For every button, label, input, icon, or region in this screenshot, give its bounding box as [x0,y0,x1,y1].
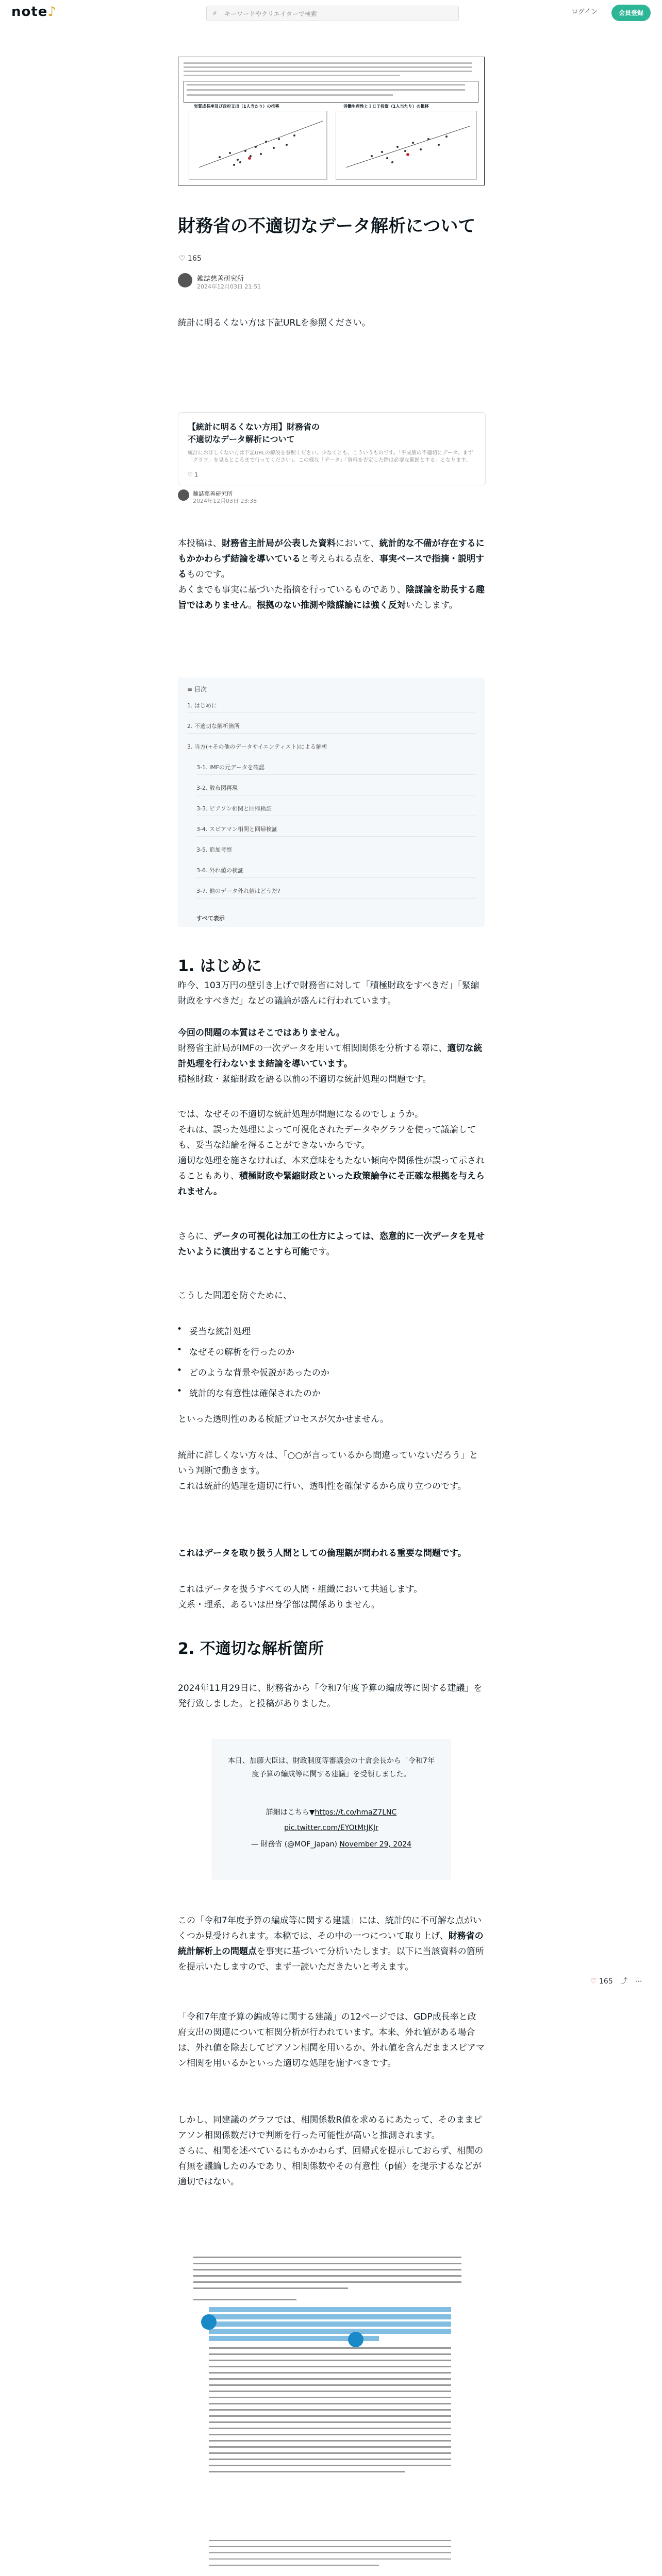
share-icon[interactable]: ⤴ [620,1977,628,1986]
section-heading-2: 2. 不適切な解析箇所 [178,1640,324,1658]
tweet-date-link[interactable]: November 29, 2024 [339,1840,412,1849]
s1-p9: これはデータを扱うすべての人間・組織において共通します。 文系・理系、あるいは出身学部は関係ありません。 [178,1584,423,1610]
highlight-marker [201,2314,217,2330]
search-icon: ⌕ [213,9,217,17]
tweet-text: 本日、加藤大臣は、財政制度等審議会の十倉会長から「令和7年度予算の編成等に関する建議」を受領しました。 [228,1757,435,1778]
toc-show-all[interactable]: すべて表示 [196,915,225,922]
s1-p3: では、なぜその不適切な統計処理が問題になるのでしょうか。 それは、誤った処理によって可視化されたデータやグラフを使って議論しても、妥当な結論を得ることができないからです。 適切な処理を施さなければ、本来意味をもたない傾向や関係性が誤って示されることもあり、積極財政や緊縮財政といった政策論争にそ正確な根拠を与えられません。 [178,1109,485,1197]
highlight-marker [348,2332,363,2347]
article-title: 財務省の不適切なデータ解析について [178,216,476,236]
top-bar [0,0,662,26]
toc-item[interactable]: 3-3. ピアソン相関と回帰検証 [196,804,476,816]
heart-icon: ♡ [179,255,186,263]
s1-p2: 今回の問題の本質はそこではありません。 財務省主計局がIMFの一次データを用いて相関関係を分析する際に、適切な統計処理を行わないまま結論を導いています。 積極財政・緊縮財政を語る以前の不適切な統計処理の問題です。 [178,1028,483,1084]
card-likes: ♡ 1 [188,471,198,478]
card-date: 2024年12月03日 23:38 [193,498,257,504]
s1-p8: これはデータを取り扱う人間としての倫理観が問われる重要な問題です。 [178,1548,467,1558]
table-of-contents [178,677,485,927]
left-scatter [189,111,328,180]
search-placeholder: キーワードやクリエイターで検索 [224,10,317,18]
s2-p4: しかし、同建議のグラフでは、相関係数R値を求めるにあたって、そのままピアソン相関係数だけで判断を行った可能性が高いと推測されます。 さらに、相関を述べているにもかかわらず、回帰式を提示しておらず、相関の有無を議論したのみであり、相関係数やその有意性（p値）を提示するなどが適切ではない。 [178,2115,484,2187]
card-title: 【統計に明るくない方用】財務省の不適切なデータ解析について [188,422,320,444]
tweet-link[interactable]: https://t.co/hmaZ7LNC [315,1808,397,1817]
toc-item[interactable]: 2. 不適切な解析箇所 [187,722,476,734]
toc-item[interactable]: 3-4. スピアマン相関と回帰検証 [196,825,476,837]
toc-item[interactable]: 3-2. 散布図再現 [196,784,476,795]
s2-p3: 「令和7年度予算の編成等に関する建議」の12ページでは、GDP成長率と政府支出の関連について相関分析が行われています。本来、外れ値がある場合は、外れ値を除去してピアソン相関を用いるか、外れ値を含んだままスピアマン相関を用いるかといった適切な処理を施すべきです。 [178,2012,485,2069]
more-icon[interactable]: ⋯ [635,1977,642,1986]
section-heading-1: 1. はじめに [178,957,262,975]
toc-item[interactable]: 3-6. 外れ値の検証 [196,866,476,878]
toc-item[interactable]: 3-5. 追加考察 [196,845,476,857]
toc-item[interactable]: 3-1. IMFの元データを確認 [196,763,476,775]
right-scatter [336,111,477,180]
heart-icon: ♡ [590,1977,597,1986]
side-like-bar[interactable]: ♡ 165 ⤴ ⋯ [590,1977,642,1986]
title-likes[interactable]: ♡ 165 [179,255,202,263]
tweet-pic [211,1821,451,1835]
author-avatar[interactable] [178,273,192,287]
heart-icon: ♡ [188,471,193,478]
card-desc: 統計にお詳しくない方は下記URLの解説を参照ください。少なくとも、こういうものです。「平成版の不適切にデータ、まず「グラフ」を見るところまで行ってください」。この様な「データ」「資料を否定した際は必要な範囲とする」となります。 [188,450,473,463]
notice-paragraph: 本投稿は、財務省主計局が公表した資料において、統計的な不備が存在するにもかかわらず結論を導いていると考えられる点を、事実ベースで指摘・説明するものです。 あくまでも事実に基づいた指摘を行っているものであり、陰謀論を助長する趣旨ではありません。根拠のない推測や陰謀論には強く反対いたします。 [178,538,485,611]
embedded-tweet[interactable] [211,1739,451,1880]
note-logo[interactable]: note♪ [11,4,57,20]
document-figure [178,2251,485,2576]
s2-p1: 2024年11月29日に、財務省から「令和7年度予算の編成等に関する建議」を発行致しました。と投稿がありました。 [178,1683,483,1709]
intro-text: 統計に明るくない方は下記URLを参照ください。 [178,318,371,328]
s1-p1: 昨今、103万円の壁引き上げで財務省に対して「積極財政をすべきだ」「緊縮財政をすべきだ」などの議論が盛んに行われています。 [178,980,479,1006]
s2-p2: この「令和7年度予算の編成等に関する建議」には、統計的に不可解な点がいくつか見受けられます。本稿では、その中の一つについて取り上げ、財務省の統計解析上の問題点を事実に基づいて分析いたします。以下に当該資料の箇所を提示いたしますので、まず一読いただきたいと考えます。 [178,1916,484,1972]
card-author: 雑誌慈善研究所 [193,490,233,497]
tweet-pic-link[interactable]: pic.twitter.com/EYOtMtJKJr [284,1824,378,1832]
toc-item[interactable]: 1. はじめに [187,701,476,713]
list-item: • なぜその解析を行ったのか [178,1345,283,1358]
toc-item[interactable]: 3-7. 他のデータ外れ値はどうだ? [196,887,476,899]
toc-heading: ≡ 目次 [187,686,207,693]
s1-p5: こうした問題を防ぐために、 [178,1291,292,1301]
signup-button[interactable]: 会員登録 [611,5,651,21]
list-item: • 統計的な有意性は確保されたのか [178,1386,309,1399]
left-chart-title: 実質成長率及び政府支出（1人当たり）の推移 [194,104,279,109]
toc-item[interactable]: 3. 当方(+その他のデータサイエンティスト)による解析 [187,742,476,754]
search-box[interactable] [206,6,459,21]
author-name[interactable]: 雑誌慈善研究所 [197,275,244,283]
embedded-note-card[interactable] [178,412,486,485]
tweet-signature: — 財務省 (@MOF_Japan) November 29, 2024 [251,1840,412,1849]
s1-p4: さらに、データの可視化は加工の仕方によっては、恣意的に一次データを見せたいように演出することすら可能です。 [178,1231,485,1257]
s1-p7: 統計に詳しくない方々は、「○○が言っているから間違っていないだろう」という判断で動きます。 これは統計的処理を適切に行い、透明性を確保するから成り立つのです。 [178,1450,478,1492]
card-author-avatar [178,489,189,501]
hero-figure [178,57,485,185]
login-link[interactable]: ログイン [571,8,598,16]
list-item: • どのような背景や仮説があったのか [178,1365,318,1378]
tweet-detail: 詳細はこちら▼https://t.co/hmaZ7LNC [266,1808,397,1817]
right-chart-title: 労働生産性とＩＣＴ投資（1人当たり）の推移 [343,104,429,109]
s1-p6: といった透明性のある検証プロセスが欠かせません。 [178,1414,389,1425]
list-item: • 妥当な統計処理 [178,1324,239,1337]
publish-date: 2024年12月03日 21:51 [197,283,261,290]
